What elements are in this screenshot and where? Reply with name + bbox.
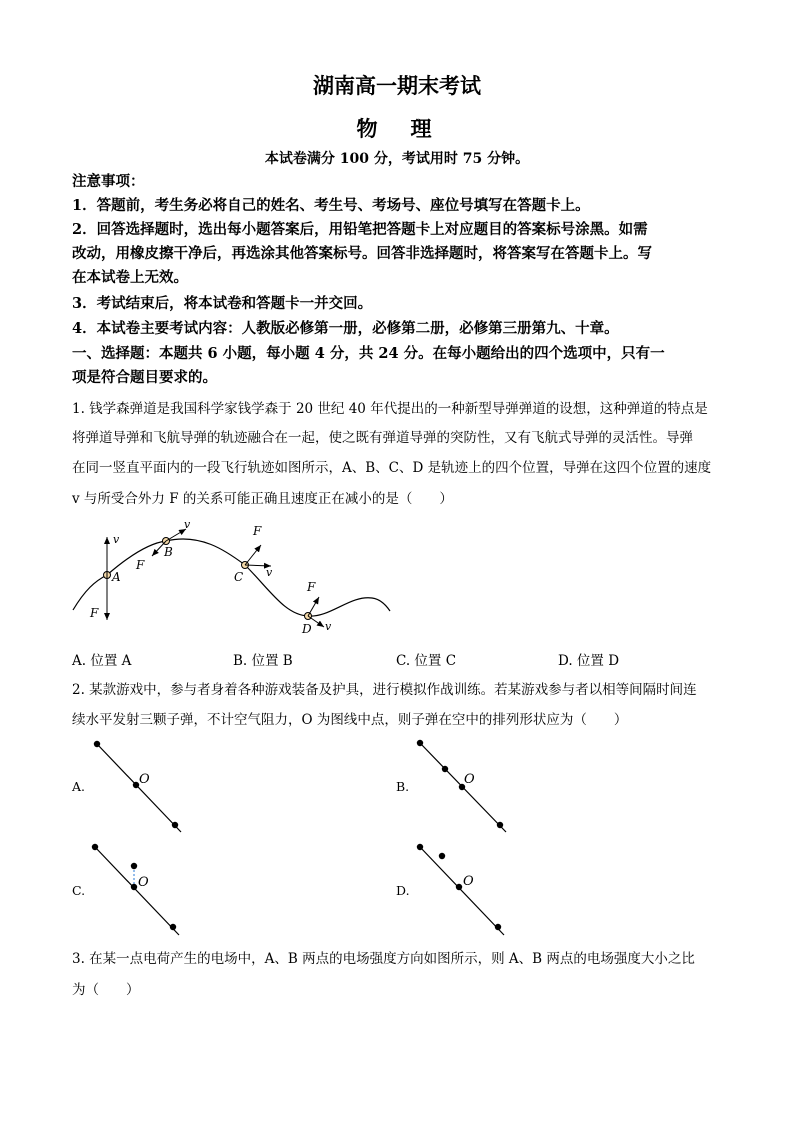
q1-option-c[interactable]: C. 位置 C: [396, 653, 457, 669]
q1-option-b[interactable]: B. 位置 B: [233, 653, 293, 669]
section-heading: 项是符合题目要求的。: [72, 369, 217, 386]
label-f: F: [253, 524, 262, 538]
q1-text: v 与所受合外力 F 的关系可能正确且速度正在减小的是（ ）: [72, 491, 453, 507]
q3-text: 为（ ）: [72, 982, 140, 998]
label-f: F: [307, 580, 316, 594]
label-v: v: [266, 566, 273, 579]
notice-item: 3．考试结束后，将本试卷和答题卡一并交回。: [72, 295, 373, 312]
q2-option-d-figure[interactable]: [410, 838, 520, 938]
q1-text: 1. 钱学森弹道是我国科学家钱学森于 20 世纪 40 年代提出的一种新型导弹弹道的设想，这种弹道的特点是: [72, 401, 708, 417]
q2-option-d-label[interactable]: D.: [396, 883, 410, 898]
label-b: B: [164, 545, 173, 559]
q2-option-b-label[interactable]: B.: [396, 779, 410, 794]
q2-option-a-figure[interactable]: [85, 735, 195, 835]
q2-text: 2. 某款游戏中，参与者身着各种游戏装备及护具，进行模拟作战训练。若某游戏参与者以相等间隔时间连: [72, 682, 697, 698]
q1-option-d[interactable]: D. 位置 D: [558, 653, 620, 669]
q1-text: 将弹道导弹和飞航导弹的轨迹融合在一起，使之既有弹道导弹的突防性，又有飞航式导弹的灵活性。导弹: [72, 430, 693, 446]
q3-text: 3. 在某一点电荷产生的电场中，A、B 两点的电场强度方向如图所示，则 A、B 两点的电场强度大小之比: [72, 951, 695, 967]
point-o-label: O: [464, 772, 475, 787]
q2-option-c-label[interactable]: C.: [72, 883, 86, 898]
notice-item: 在本试卷上无效。: [72, 269, 188, 286]
point-o-label: O: [139, 772, 150, 787]
notice-item: 2．回答选择题时，选出每小题答案后，用铅笔把答题卡上对应题目的答案标号涂黑。如需: [72, 221, 648, 238]
q1-option-a[interactable]: A. 位置 A: [72, 653, 132, 669]
label-f: F: [90, 606, 99, 620]
label-d: D: [302, 622, 312, 636]
point-o-label: O: [138, 875, 149, 890]
section-heading: 一、选择题：本题共 6 小题，每小题 4 分，共 24 分。在每小题给出的四个选项中，只有一: [72, 345, 665, 362]
q2-option-a-label[interactable]: A.: [72, 779, 86, 794]
label-v: v: [184, 518, 191, 531]
subject-title: 物 理: [356, 116, 438, 141]
q1-text: 在同一竖直平面内的一段飞行轨迹如图所示，A、B、C、D 是轨迹上的四个位置，导弹在这四个位置的速度: [72, 460, 712, 476]
q2-option-b-figure[interactable]: [410, 735, 520, 835]
notice-heading: 注意事项：: [72, 173, 145, 190]
q2-option-c-figure[interactable]: [85, 838, 195, 938]
label-f: F: [136, 558, 145, 572]
label-c: C: [234, 570, 244, 584]
label-v: v: [325, 620, 332, 633]
q2-text: 续水平发射三颗子弹，不计空气阻力，O 为图线中点，则子弹在空中的排列形状应为（ ）: [72, 712, 628, 728]
notice-item: 1．答题前，考生务必将自己的姓名、考生号、考场号、座位号填写在答题卡上。: [72, 197, 590, 214]
exam-subtitle: 本试卷满分 100 分，考试用时 75 分钟。: [264, 151, 530, 167]
label-a: A: [112, 570, 121, 584]
point-o-label: O: [463, 874, 474, 889]
notice-item: 改动，用橡皮擦干净后，再选涂其他答案标号。回答非选择题时，将答案写在答题卡上。写: [72, 245, 652, 262]
q1-trajectory-figure: [60, 515, 400, 643]
exam-title: 湖南高一期末考试: [313, 73, 481, 98]
notice-item: 4．本试卷主要考试内容：人教版必修第一册，必修第二册，必修第三册第九、十章。: [72, 320, 619, 337]
label-v: v: [113, 533, 120, 546]
